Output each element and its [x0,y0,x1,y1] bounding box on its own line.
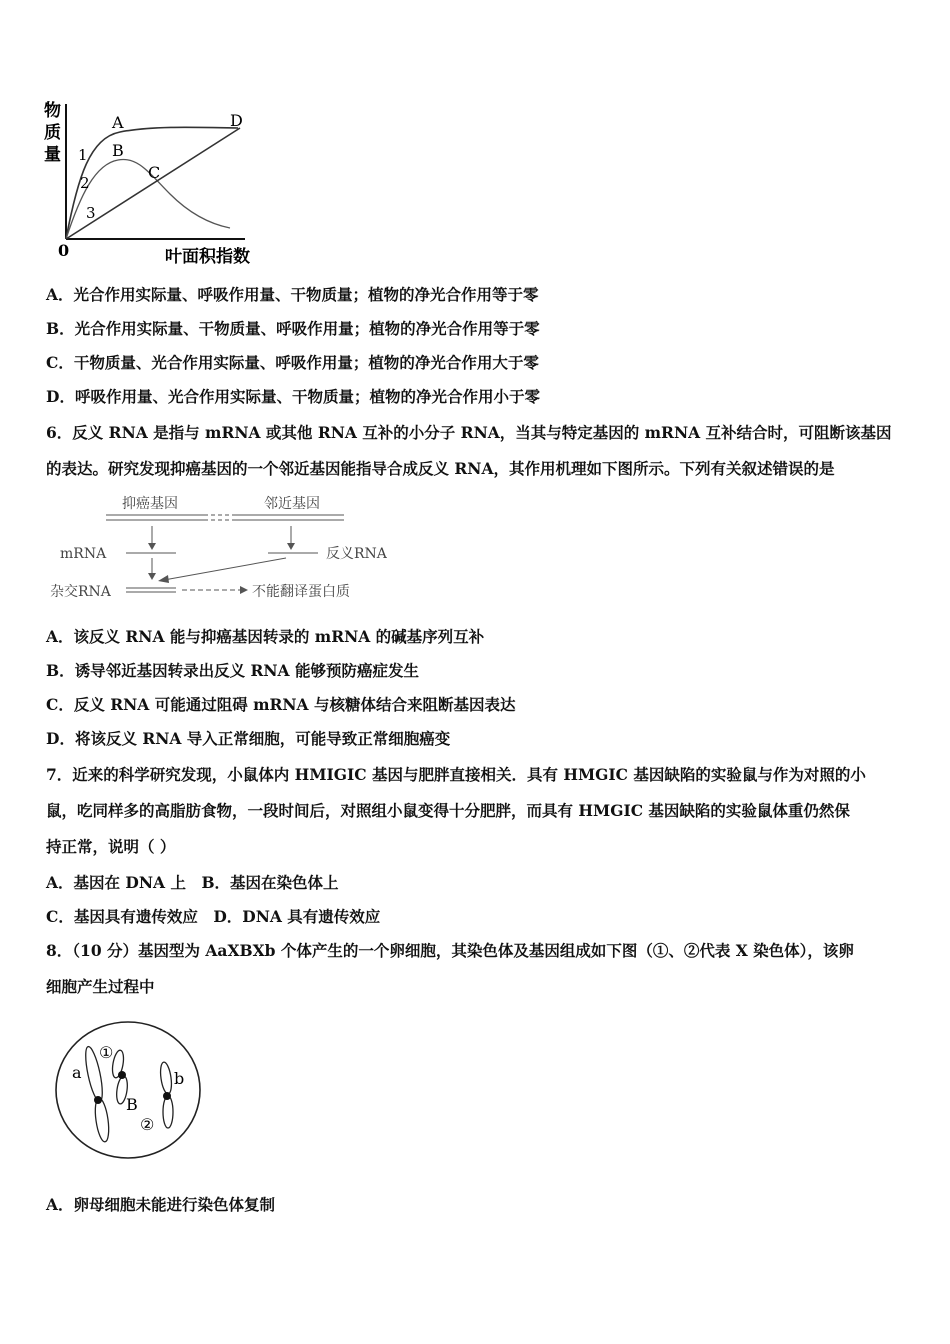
point-d-label: D [230,111,243,130]
result-label: 不能翻译蛋白质 [252,584,350,600]
antisense-rna-diagram [46,488,406,610]
q6-option-d: D．将该反义 RNA 导入正常细胞，可能导致正常细胞癌变 [46,729,451,748]
q7-options-line2: C．基因具有遗传效应 D．DNA 具有遗传效应 [46,907,381,926]
q5-option-b: B．光合作用实际量、干物质量、呼吸作用量；植物的净光合作用等于零 [46,319,540,338]
q5-option-d: D．呼吸作用量、光合作用实际量、干物质量；植物的净光合作用小于零 [46,387,540,406]
centromere-2 [163,1092,171,1100]
arrow-head-3 [148,573,156,580]
cell-membrane [56,1022,200,1158]
chromosome-2-marker: ② [140,1115,155,1134]
egg-cell-diagram [50,1016,210,1166]
q7-stem-line2: 鼠，吃同样多的高脂肪食物，一段时间后，对照组小鼠变得十分肥胖，而具有 HMGIC 基因缺陷的实验鼠体重仍然保 [46,801,850,820]
q7-stem-line3: 持正常，说明（ ） [46,837,176,856]
q6-stem-line2: 的表达。研究发现抑癌基因的一个邻近基因能指导合成反义 RNA，其作用机理如下图所示。下列有关叙述错误的是 [46,459,835,478]
q7-options-line1: A．基因在 DNA 上 B．基因在染色体上 [46,873,339,892]
arrow-head-2 [287,543,295,550]
q8-stem-line2: 细胞产生过程中 [46,977,155,996]
q5-option-a: A．光合作用实际量、呼吸作用量、干物质量；植物的净光合作用等于零 [46,285,539,304]
curve-3-label: 3 [86,204,96,222]
point-c-label: C [148,163,161,182]
q6-option-b: B．诱导邻近基因转录出反义 RNA 能够预防癌症发生 [46,661,419,680]
mrna-label: mRNA [60,546,107,562]
chromosome-2-lower [163,1096,173,1128]
arrow-head-4 [158,575,169,583]
gene-b-label: b [174,1069,185,1088]
curve-1-label: 1 [78,146,88,164]
leaf-area-graph [40,96,270,271]
point-a-label: A [112,113,124,132]
q6-option-c: C．反义 RNA 可能通过阻碍 mRNA 与核糖体结合来阻断基因表达 [46,695,516,714]
arrow-head-1 [148,543,156,550]
q8-option-a: A．卵母细胞未能进行染色体复制 [46,1195,276,1214]
q8-stem-line1: 8．（10 分）基因型为 AaXBXb 个体产生的一个卵细胞，其染色体及基因组成如下图（①、②代表 X 染色体），该卵 [46,941,854,960]
centromere-a [94,1096,102,1104]
gene-a-label: a [72,1063,82,1082]
gene2-label: 邻近基因 [264,496,320,512]
centromere-1 [118,1071,126,1079]
y-label-2: 质 [44,123,61,143]
chromosome-a-lower [93,1097,111,1142]
chromosome-1-marker: ① [99,1043,114,1062]
gene1-label: 抑癌基因 [122,496,178,512]
y-label-1: 物 [44,101,61,121]
curve-2-label: 2 [80,174,90,192]
chromosome-2-upper [159,1061,173,1094]
y-label-3: 量 [44,145,61,165]
hybrid-label: 杂交RNA [50,584,111,600]
q5-option-c: C．干物质量、光合作用实际量、呼吸作用量；植物的净光合作用大于零 [46,353,539,372]
origin-label: 0 [58,241,70,260]
arrow-diagonal [164,558,286,580]
antisense-label: 反义RNA [326,546,387,562]
q7-stem-line1: 7．近来的科学研究发现，小鼠体内 HMIGIC 基因与肥胖直接相关．具有 HMGIC 基因缺陷的实验鼠与作为对照的小 [46,765,866,784]
curve-3 [66,128,240,239]
point-b-label: B [112,141,124,160]
x-axis-label: 叶面积指数 [165,247,250,267]
gene-bb-label: B [126,1095,138,1114]
q6-stem-line1: 6．反义 RNA 是指与 mRNA 或其他 RNA 互补的小分子 RNA，当其与特定基因的 mRNA 互补结合时，可阻断该基因 [46,423,892,442]
q6-option-a: A．该反义 RNA 能与抑癌基因转录的 mRNA 的碱基序列互补 [46,627,485,646]
dashed-arrow-head [240,586,248,594]
